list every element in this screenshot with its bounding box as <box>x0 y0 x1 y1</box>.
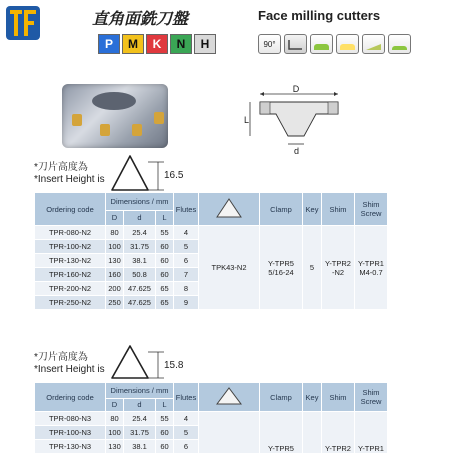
cell-code: TPR-130-N2 <box>35 254 106 268</box>
cell-insert: TPK43-N2 <box>199 226 260 310</box>
cell-L: 65 <box>156 282 174 296</box>
cell-L: 65 <box>156 296 174 310</box>
cell-key <box>303 412 322 454</box>
col-L: L <box>156 398 174 411</box>
cell-flutes: 5 <box>174 426 199 440</box>
cell-clamp <box>260 226 303 310</box>
cell-D: 80 <box>106 412 124 426</box>
slot-milling-icon <box>336 34 359 54</box>
cell-L: 55 <box>156 226 174 240</box>
cell-screw-line1: Y-TPR1 <box>358 258 384 268</box>
face-milling-icon <box>310 34 333 54</box>
insert-height-value: 16.5 <box>164 170 184 181</box>
cell-L: 60 <box>156 254 174 268</box>
cell-D: 100 <box>106 426 124 440</box>
cell-code: TPR-080-N2 <box>35 226 106 240</box>
cell-D: 200 <box>106 282 124 296</box>
cell-d: 31.75 <box>124 426 156 440</box>
cell-d: 31.75 <box>124 240 156 254</box>
col-L: L <box>156 210 174 225</box>
col-shim-screw-line2: Screw <box>360 397 382 406</box>
cell-L: 60 <box>156 440 174 454</box>
col-flutes: Flutes <box>174 193 199 226</box>
cell-shim <box>322 226 355 310</box>
col-shim-screw-line1: Shim <box>362 200 380 209</box>
table-row <box>35 412 388 426</box>
spec-table-1 <box>34 192 388 310</box>
col-ordering-code: Ordering code <box>35 383 106 412</box>
cell-L: 60 <box>156 240 174 254</box>
angle-90-icon <box>258 34 281 54</box>
col-shim-screw <box>355 193 388 226</box>
cell-shim-line1: Y-TPR2 <box>325 258 351 268</box>
insert-triangle-icon <box>214 197 244 219</box>
cell-shim-screw <box>355 226 388 310</box>
cell-flutes: 9 <box>174 296 199 310</box>
insert-height-note-cn: *刀片高度為 <box>34 352 88 363</box>
profile-icon <box>388 34 411 54</box>
col-ordering-code: Ordering code <box>35 193 106 226</box>
cell-L: 60 <box>156 268 174 282</box>
iso-material-groups <box>98 34 216 54</box>
cell-d: 38.1 <box>124 440 156 454</box>
cell-d: 47.625 <box>124 282 156 296</box>
cell-shim-screw: Y-TPR1 <box>355 412 388 454</box>
cell-D: 250 <box>106 296 124 310</box>
cell-screw-line2: M4-0.7 <box>359 267 383 277</box>
cutter-dimension-diagram <box>238 84 348 156</box>
cell-flutes: 6 <box>174 440 199 454</box>
table-row <box>35 226 388 240</box>
cell-clamp: Y-TPR5 <box>260 412 303 454</box>
col-insert <box>199 383 260 412</box>
iso-group-h: H <box>194 34 216 54</box>
cell-d: 25.4 <box>124 226 156 240</box>
cell-d: 47.625 <box>124 296 156 310</box>
insert-triangle-icon <box>214 386 244 406</box>
cell-D: 130 <box>106 254 124 268</box>
iso-group-n: N <box>170 34 192 54</box>
brand-logo <box>6 6 40 40</box>
col-d: d <box>124 210 156 225</box>
page-title-en: Face milling cutters <box>258 8 381 23</box>
col-clamp: Clamp <box>260 193 303 226</box>
logo-mark-icon <box>10 10 36 36</box>
insert-height-note-2 <box>34 352 105 376</box>
cell-D: 130 <box>106 440 124 454</box>
col-shim-screw <box>355 383 388 412</box>
dim-label-d: d <box>294 146 300 156</box>
cell-shim: Y-TPR2 <box>322 412 355 454</box>
cell-flutes: 5 <box>174 240 199 254</box>
insert-height-note-en: *Insert Height is <box>34 174 105 185</box>
insert-height-note-cn: *刀片高度為 <box>34 162 88 173</box>
square-shoulder-icon <box>284 34 307 54</box>
col-key: Key <box>303 383 322 412</box>
insert-height-note-1 <box>34 162 105 186</box>
cell-L: 55 <box>156 412 174 426</box>
cell-clamp-line1: Y-TPR5 <box>268 258 294 268</box>
cell-code: TPR-250-N2 <box>35 296 106 310</box>
col-shim: Shim <box>322 383 355 412</box>
cell-D: 80 <box>106 226 124 240</box>
col-dimensions: Dimensions / mm <box>106 193 174 211</box>
col-D: D <box>106 210 124 225</box>
iso-group-m: M <box>122 34 144 54</box>
spec-table-2 <box>34 382 388 454</box>
cell-code: TPR-200-N2 <box>35 282 106 296</box>
cell-clamp-line2: 5/16-24 <box>268 267 294 277</box>
cell-insert <box>199 412 260 454</box>
col-clamp: Clamp <box>260 383 303 412</box>
operation-icons <box>258 34 411 54</box>
col-flutes: Flutes <box>174 383 199 412</box>
ramping-icon <box>362 34 385 54</box>
cell-shim-line2: -N2 <box>331 267 345 277</box>
dim-label-L: L <box>244 115 250 125</box>
cutter-product-image <box>62 84 168 148</box>
cell-D: 160 <box>106 268 124 282</box>
insert-height-value: 15.8 <box>164 360 184 371</box>
cell-flutes: 4 <box>174 226 199 240</box>
cell-d: 38.1 <box>124 254 156 268</box>
cell-D: 100 <box>106 240 124 254</box>
cell-code: TPR-100-N3 <box>35 426 106 440</box>
insert-triangle-diagram-2 <box>108 342 192 384</box>
cell-key: 5 <box>303 226 322 310</box>
cell-flutes: 4 <box>174 412 199 426</box>
iso-group-p: P <box>98 34 120 54</box>
col-shim-screw-line1: Shim <box>362 388 380 397</box>
col-key: Key <box>303 193 322 226</box>
cell-code: TPR-100-N2 <box>35 240 106 254</box>
col-D: D <box>106 398 124 411</box>
angle-label: 90° <box>263 40 276 49</box>
insert-triangle-diagram-1 <box>108 152 192 196</box>
col-insert <box>199 193 260 226</box>
insert-height-note-en: *Insert Height is <box>34 364 105 375</box>
col-d: d <box>124 398 156 411</box>
cell-code: TPR-130-N3 <box>35 440 106 454</box>
page-title-cn: 直角面銑刀盤 <box>92 9 189 28</box>
cell-L: 60 <box>156 426 174 440</box>
cell-code: TPR-160-N2 <box>35 268 106 282</box>
cell-d: 50.8 <box>124 268 156 282</box>
col-dimensions: Dimensions / mm <box>106 383 174 399</box>
cell-flutes: 8 <box>174 282 199 296</box>
col-shim: Shim <box>322 193 355 226</box>
cell-flutes: 7 <box>174 268 199 282</box>
dim-label-D: D <box>292 84 300 94</box>
iso-group-k: K <box>146 34 168 54</box>
col-shim-screw-line2: Screw <box>360 209 382 218</box>
cell-code: TPR-080-N3 <box>35 412 106 426</box>
cell-flutes: 6 <box>174 254 199 268</box>
cell-d: 25.4 <box>124 412 156 426</box>
